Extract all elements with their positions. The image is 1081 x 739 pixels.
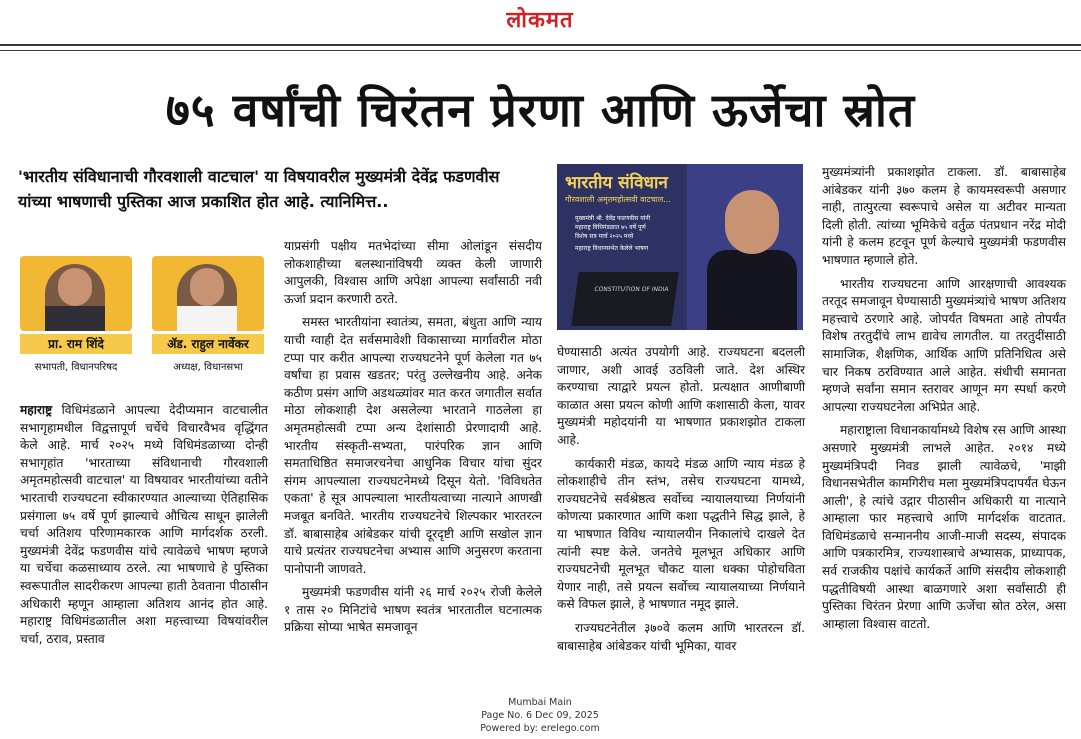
column-text: विधिमंडळाने आपल्या देदीप्यमान वाटचालीत सभागृहामधील विद्वत्तापूर्ण चर्चेचे विचारवैभव वृद्धिंगत केले आहे. मार्च २०२५ मध्ये विधिमंडळाच्या दोन्ही सभागृहांत 'भारताच्या संविधानाची गौरवशाली अमृतमहोत्सवी वाटचाल' या विषयावर भारतीयांच्या वतीने भारताची राज्यघटना स्वीकारण्यात आल्याच्या ऐतिहासिक प्रसंगाला ७५ वर्षे पूर्ण झाल्याचे औचित्य साधून झालेली चर्चा अतिशय परिणामकारक आणि मार्गदर्शक ठरली. मुख्यमंत्री देवेंद्र फडणवीस यांचे त्यावेळचे भाषण म्हणजे या चर्चेचा कळसाध्याय ठरले. त्या भाषणाचे हे पुस्तिका स्वरूपातील सादरीकरण आपल्या हाती ठेवताना पीठासीन अधिकारी म्हणून आम्हाला अतिशय आनंद होत आहे. महाराष्ट्र विधिमंडळातील अशा महत्त्वाच्या विषयांवरील चर्चा, ठराव, प्रस्ताव <box>20 403 268 646</box>
book-line: महाराष्ट्र विधिमंडळात ७५ वर्षे पूर्ण <box>575 224 646 231</box>
article-column-1 <box>20 402 268 648</box>
book-title: भारतीय संविधान <box>565 173 668 193</box>
paragraph: भारतीय राज्यघटना आणि आरक्षणाची आवश्यक तरतूद समजावून घेण्यासाठी मुख्यमंत्र्यांचे भाषण अतिशय महत्त्वाचे ठरणारे आहे. जोपर्यंत विषमता आहे तोपर्यंत विशेष तरतुदींचे लाभ द्यावेच लागतील. या तरतुदींसाठी सामाजिक, शैक्षणिक, आर्थिक आणि प्रतिनिधित्व असे चार निकष ठरविण्यात आले आहेत. संधीची समानता म्हणजे सर्वांना समान स्तरावर आणून मग स्पर्धा करणे आपल्या राज्यघटनेला अभिप्रेत आहे. <box>822 276 1066 414</box>
paragraph: महाराष्ट्राला विधानकार्यामध्ये विशेष रस आणि आस्था असणारे मुख्यमंत्री लाभले आहेत. २०१४ मध्ये मुख्यमंत्रिपदी निवड झाली त्यावेळचे, 'माझी विधानसभेतील कामगिरीच मला मुख्यमंत्रिपदापर्यंत घेऊन आली', हे त्यांचे उद्गार पीठासीन अधिकारी या नात्याने आम्हाला फार महत्त्वाचे आणि मार्गदर्शक वाटतात. विधिमंडळाचे सन्माननीय आजी-माजी सदस्य, संपादक आणि पत्रकारमित्र, राज्यशास्त्राचे अभ्यासक, प्राध्यापक, सर्व राजकीय पक्षांचे कार्यकर्ते आणि संसदीय लोकशाही पद्धतीविषयी आस्था बाळगणारे अशा सर्वांसाठी ही पुस्तिका चिरंतन प्रेरणा आणि ऊर्जेचा स्रोत ठरेल, असा आम्हाला विश्वास वाटतो. <box>822 423 1066 631</box>
footer-page-date: Page No. 6 Dec 09, 2025 <box>481 710 599 721</box>
author-portrait-ram-shinde <box>45 264 105 331</box>
masthead-rule-top <box>0 44 1081 46</box>
masthead-rule-bottom <box>0 50 1081 51</box>
author-name: प्रा. राम शिंदे <box>20 334 132 354</box>
book-subtitle: गौरवशाली अमृतमहोत्सवी वाटचाल... <box>565 195 671 204</box>
book-line: महाराष्ट्र विधानसभेत केलेले भाषण <box>575 245 649 252</box>
author-role: सभापती, विधानपरिषद <box>34 362 118 373</box>
article-column-2 <box>284 238 542 637</box>
article-column-4 <box>822 164 1066 633</box>
author-photo-ram-shinde <box>20 256 132 331</box>
author-role: अध्यक्ष, विधानसभा <box>173 362 243 373</box>
footer-powered-by: Powered by: erelego.com <box>480 723 600 734</box>
paragraph: कार्यकारी मंडळ, कायदे मंडळ आणि न्याय मंडळ हे लोकशाहीचे तीन स्तंभ, तसेच राज्यघटना यामध्ये, राज्यघटनेचे सर्वश्रेष्ठत्व सर्वोच्च न्यायालयाच्या निर्णयांनी कोणत्या प्रकारणात आणि कशा पद्धतीने सिद्ध झाले, हे या भाषणात विविध न्यायालयीन निकालांचे दाखले देत त्यांनी स्पष्ट केले. जनतेचे मूलभूत अधिकार आणि राज्यघटनेची मूलभूत चौकट याला धक्का पोहोचविता येणार नाही, तसे प्रयत्न सर्वोच्च न्यायालयाच्या निर्णयाने कसे विफल झाले, हे भाषणात नमूद झाले. <box>557 456 805 612</box>
paragraph: मुख्यमंत्री फडणवीस यांनी २६ मार्च २०२५ रोजी केलेले १ तास २० मिनिटांचे भाषण स्वतंत्र भारतातील घटनात्मक प्रक्रिया सोप्या भाषेत समजावून <box>284 585 542 635</box>
masthead <box>0 0 1081 40</box>
constitution-book-image <box>571 272 679 326</box>
author-photo-rahul-narwekar <box>152 256 264 331</box>
author-portrait-rahul-narwekar <box>177 264 237 331</box>
book-line: विशेष सत्र मार्च २०२५ मध्ये <box>575 233 634 240</box>
paragraph: समस्त भारतीयांना स्वातंत्र्य, समता, बंधुता आणि न्याय याची ग्वाही देत सर्वसमावेशी विकासाच्या मार्गावरील मोठा टप्पा पार करीत आपल्या राज्यघटनेने पूर्ण केलेला गत ७५ वर्षांचा हा प्रवास खडतर; परंतु उल्लेखनीय आहे. अनेक कठीण प्रसंग आणि अडथळ्यांवर मात करत जगातील सर्वात मोठा लोकशाही देश असलेल्या भारताने गाठलेला हा अमृतमहोत्सवी टप्पा अन्य देशांसाठी प्रेरणादायी आहे. भारतीय संस्कृती-सभ्यता, पारंपरिक ज्ञान आणि समताधिष्ठित समाजरचनेचा आधुनिक विचार यांचा सुंदर संगम आपल्याला राज्यघटनेमध्ये दिसून येतो. 'विविधतेत एकता' हे सूत्र आपल्याला भारतीयत्वाच्या नात्याने आणखी मजबूत बनविते. भारतीय राज्यघटनेचे शिल्पकार भारतरत्न डॉ. बाबासाहेब आंबेडकर यांची दूरदृष्टी आणि सखोल ज्ञान याचे प्रत्यंतर राज्यघटनेचा अभ्यास आणि अनुसरण करताना पानोपानी जाणवते. <box>284 315 542 576</box>
paragraph: याप्रसंगी पक्षीय मतभेदांच्या सीमा ओलांडून संसदीय लोकशाहीच्या बलस्थानांविषयी व्यक्त केली जाणारी आपुलकी, विश्वास आणि अपेक्षा आपल्या सर्वांसाठी नवी ऊर्जा प्रदान करणारी ठरते. <box>284 239 542 306</box>
article-column-3 <box>557 344 805 655</box>
article-intro: 'भारतीय संविधानाची गौरवशाली वाटचाल' या विषयावरील मुख्यमंत्री देवेंद्र फडणवीस यांच्या भाषणाची पुस्तिका आज प्रकाशित होत आहे. त्यानिमित्त.. <box>18 167 500 211</box>
constitution-label: CONSTITUTION OF INDIA <box>593 286 669 293</box>
paragraph: मुख्यमंत्र्यांनी प्रकाशझोत टाकला. डॉ. बाबासाहेब आंबेडकर यांनी ३७० कलम हे कायमस्वरूपी असणार नाही, तात्पुरत्या स्वरूपाचे असेल या अटीवर मान्यता दिली होती. त्यांच्या भूमिकेचे वर्तुळ पंतप्रधान नरेंद्र मोदी यांनी हे कलम हटवून पूर्ण केल्याचे मुख्यमंत्री फडणवीस भाषणात म्हणाले होते. <box>822 165 1066 267</box>
book-line: मुख्यमंत्री श्री. देवेंद्र फडणवीस यांनी <box>575 215 651 222</box>
footer-edition: Mumbai Main <box>508 697 572 708</box>
author-name: ॲड. राहुल नार्वेकर <box>152 334 264 354</box>
newspaper-logo: लोकमत <box>506 8 574 33</box>
lead-word: महाराष्ट्र <box>20 403 53 417</box>
book-cover-photo <box>557 164 803 330</box>
chief-minister-portrait <box>707 184 797 330</box>
article-headline: ७५ वर्षांची चिरंतन प्रेरणा आणि ऊर्जेचा स्रोत <box>165 83 916 137</box>
paragraph: घेण्यासाठी अत्यंत उपयोगी आहे. राज्यघटना बदलली जाणार, अशी आवई उठविली जाते. देश अस्थिर करण्याचा त्याद्वारे प्रयत्न होतो. प्रत्यक्षात आणीबाणी काळात असा प्रयत्न कोणी आणि कशासाठी केला, यावर मुख्यमंत्री महोदयांनी या भाषणात प्रकाशझोत टाकला आहे. <box>557 345 805 447</box>
paragraph: राज्यघटनेतील ३७०वे कलम आणि भारतरत्न डॉ. बाबासाहेब आंबेडकर यांची भूमिका, यावर <box>557 620 805 653</box>
